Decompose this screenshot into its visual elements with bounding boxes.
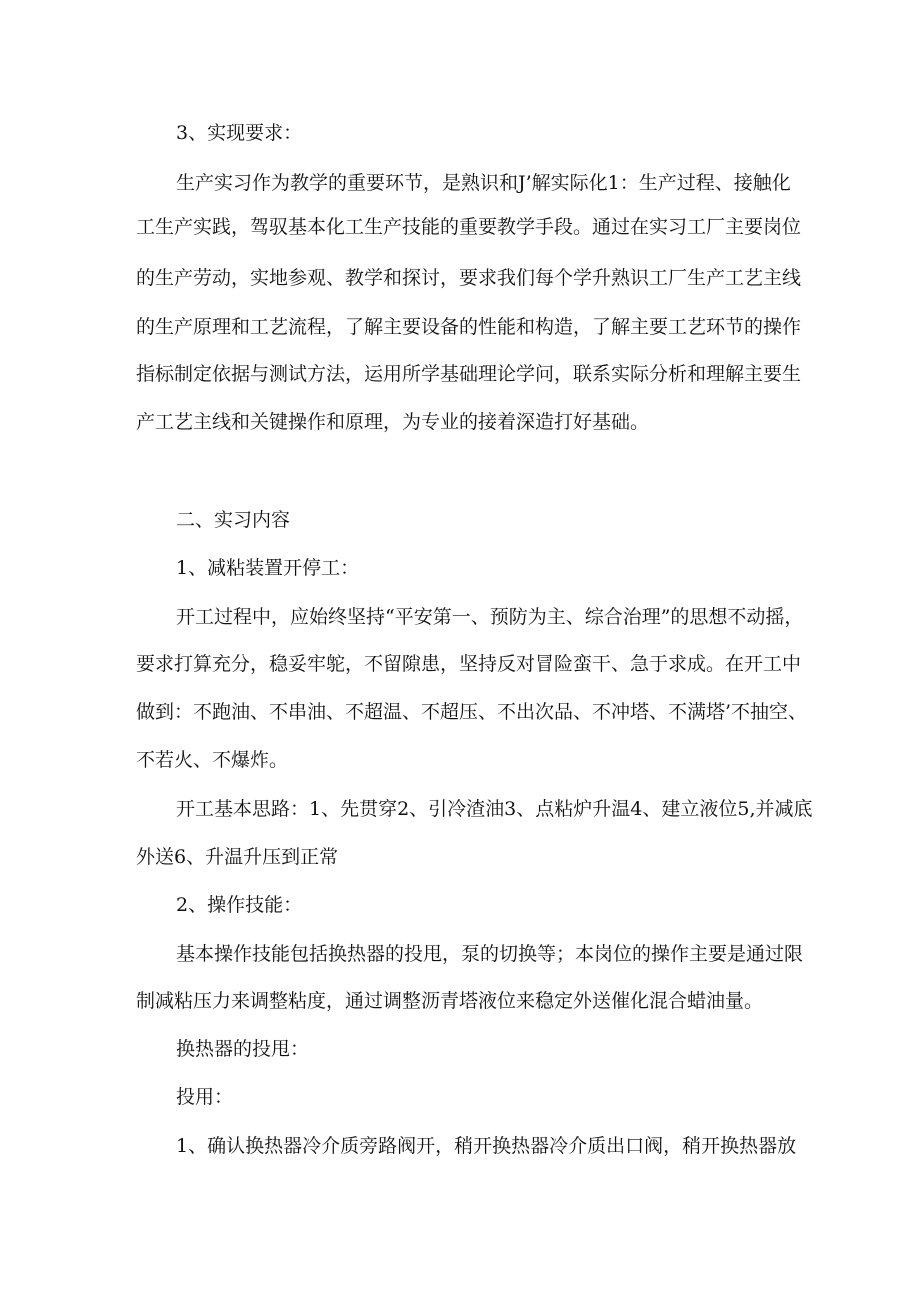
paragraph-line: 开工过程中，应始终坚持“平安第一、预防为主、综合治理”的思想不动摇， — [176, 606, 804, 628]
paragraph-line: 指标制定依据与测试方法，运用所学基础理论学问，联系实际分析和理解主要生 — [136, 363, 802, 385]
heading-3-requirements: 3、实现要求： — [176, 122, 303, 144]
heading-put-into-use: 投用： — [176, 1086, 234, 1108]
paragraph-line: 的生产劳动，实地参观、教学和探讨，要求我们每个学升熟识工厂生产工艺主线 — [136, 267, 802, 289]
paragraph-line: 制减粘压力来调整粘度，通过调整沥青塔液位来稳定外送催化混合蜡油量。 — [136, 990, 764, 1012]
subheading-operation-skills: 2、操作技能： — [176, 894, 303, 916]
paragraph-line: 要求打算充分，稳妥牢鸵，不留隙患，坚持反对冒险蛮干、急于求成。在开工中 — [136, 653, 802, 675]
paragraph-line: 基本操作技能包括换热器的投甩，泵的切换等；本岗位的操作主要是通过限 — [176, 943, 804, 965]
paragraph-line: 产工艺主线和关键操作和原理，为专业的接着深造打好基础。 — [136, 411, 650, 433]
section-title-internship-content: 二、实习内容 — [176, 509, 291, 531]
paragraph-line: 生产实习作为教学的重要环节，是熟识和J’解实际化1：生产过程、接触化 — [176, 172, 791, 194]
paragraph-line: 外送6、升温升压到正常 — [136, 846, 339, 868]
subheading-startup-shutdown: 1、减粘装置开停工： — [176, 557, 360, 579]
paragraph-line: 开工基本思路：1、先贯穿2、引冷渣油3、点粘炉升温4、建立液位5,并减底 — [176, 798, 813, 820]
paragraph-line: 的生产原理和工艺流程，了解主要设备的性能和构造，了解主要工艺环节的操作 — [136, 316, 802, 338]
paragraph-line: 工生产实践，驾驭基本化工生产技能的重要教学手段。通过在实习工厂主要岗位 — [136, 216, 802, 238]
paragraph-line: 不若火、不爆炸。 — [136, 749, 289, 771]
paragraph-line: 1、确认换热器冷介质旁路阀开，稍开换热器冷介质出口阀，稍开换热器放 — [176, 1135, 797, 1157]
heading-heat-exchanger: 换热器的投甩： — [176, 1038, 310, 1060]
paragraph-line: 做到：不跑油、不串油、不超温、不超压、不出次品、不冲塔、不满塔’不抽空、 — [136, 701, 808, 723]
